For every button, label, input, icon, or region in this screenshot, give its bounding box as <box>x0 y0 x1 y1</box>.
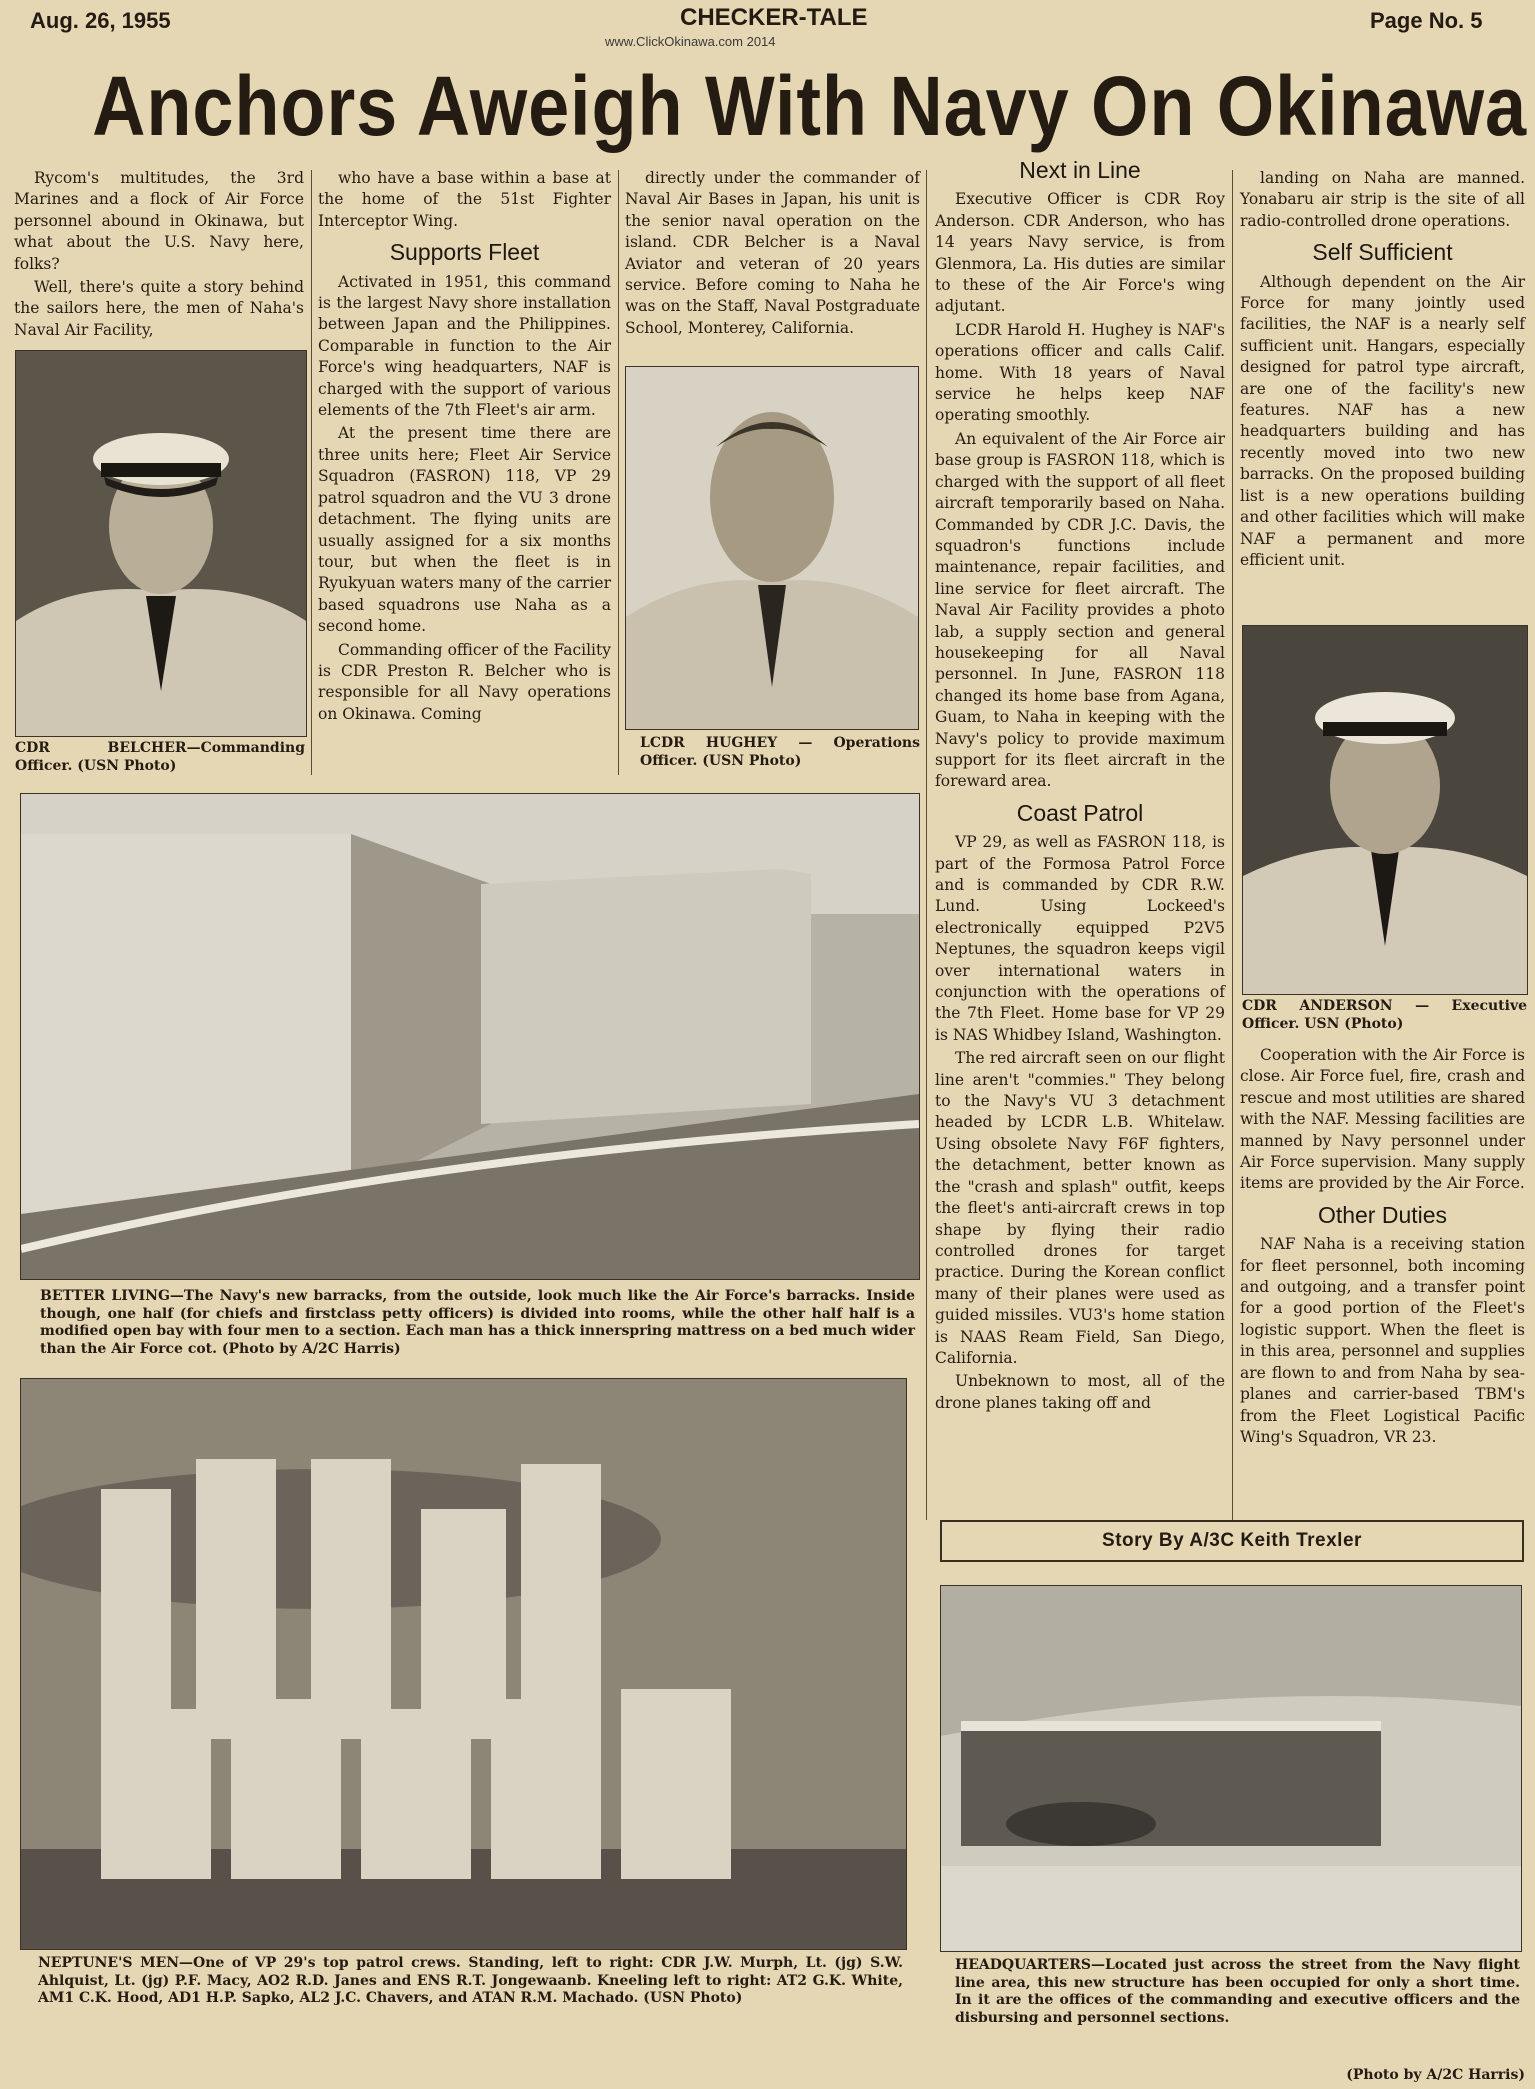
paragraph: At the present time there are three units here; Fleet Air Service Squadron (FASRON) 118, VP 29 patrol squadron and the VU 3 drone detachment. The flying units are usually assigned for a six months tour, but when the fleet is in Ryukyuan waters many of the carrier based squadrons use Naha as a second home. <box>318 424 611 636</box>
portrait-caption: LCDR HUGHEY — Operations Officer. (USN Photo) <box>640 735 920 769</box>
paragraph: Although dependent on the Air Force for many jointly used facilities, the NAF is a nearly self sufficient unit. Hangars, especially designed for patrol type aircraft, are one of the facility's new features. NAF has a new headquarters building and has recently moved into two new barracks. On the proposed building list is a new operations building and other facilities which will make NAF a permanent and more efficient unit. <box>1240 272 1525 569</box>
column-3 <box>625 168 920 341</box>
paragraph: Cooperation with the Air Force is close. Air Force fuel, fire, crash and rescue and most utilities are shared with the NAF. Messing facilities are manned by Navy personnel under Air Force supervision. Many supply items are provided by the Air Force. <box>1240 1046 1525 1193</box>
subhead: Coast Patrol <box>1016 799 1144 826</box>
byline: Story By A/3C Keith Trexler <box>940 1520 1524 1562</box>
subhead: Supports Fleet <box>389 239 540 266</box>
column-rule <box>926 170 927 1520</box>
paragraph: Activated in 1951, this command is the largest Navy shore installation between Japan and the Philippines. Comparable in function to the Air Force's wing headquarters, NAF is charged with the support of various elements of the 7th Fleet's air arm. <box>318 272 611 420</box>
paragraph: LCDR Harold H. Hughey is NAF's operations officer and calls Calif. home. With 18 years of Naval service he helps keep NAF operating smoothly. <box>935 320 1225 425</box>
subhead: Other Duties <box>1317 1201 1448 1228</box>
portrait-belcher <box>15 350 307 737</box>
paragraph: landing on Naha are manned. Yonabaru air strip is the site of all radio-controlled drone operations. <box>1240 169 1525 230</box>
headquarters-photo-credit: (Photo by A/2C Harris) <box>1346 2067 1525 2083</box>
column-5-continued <box>1240 1045 1525 1450</box>
issue-date: Aug. 26, 1955 <box>30 8 171 33</box>
paragraph: The red aircraft seen on our flight line aren't "commies." They belong to the Navy's VU 3 detachment headed by LCDR L.B. Whitelaw. Using obsolete Navy F6F fighters, the detachment, better known as the "crash and splash" outfit, keeps the fleet's anti-aircraft crews in top shape by flying their radio controlled drones for target practice. During the Korean conflict many of their planes were used as guided missiles. VU3's home station is NAAS Ream Field, San Diego, California. <box>935 1049 1225 1367</box>
crew-photo <box>20 1378 907 1950</box>
subhead: Next in Line <box>1019 157 1141 183</box>
portrait-caption: CDR BELCHER—Commanding Officer. (USN Photo) <box>15 740 305 774</box>
column-5 <box>1240 168 1525 573</box>
paragraph: Well, there's quite a story behind the sailors here, the men of Naha's Naval Air Facility, <box>14 278 304 339</box>
column-2 <box>318 168 611 727</box>
column-rule <box>311 170 312 775</box>
paragraph: Unbeknown to most, all of the drone planes taking off and <box>935 1372 1225 1412</box>
column-rule <box>618 170 619 775</box>
paragraph: Commanding officer of the Facility is CDR Preston R. Belcher who is responsible for all Navy operations on Okinawa. Coming <box>318 640 611 723</box>
column-rule <box>1232 170 1233 1520</box>
portrait-anderson <box>1242 625 1528 995</box>
paper-name: CHECKER-TALE <box>680 4 868 31</box>
paragraph: Rycom's multitudes, the 3rd Marines and a flock of Air Force personnel abound in Okinawa, but what about the U.S. Navy here, folks? <box>14 169 304 273</box>
paragraph: An equivalent of the Air Force air base group is FASRON 118, which is charged with the support of all fleet aircraft temporarily based on Naha. Commanded by CDR J.C. Davis, the squadron's functions include maintenance, repair facilities, and line service for fleet aircraft. The Naval Air Facility provides a photo lab, a supply section and general housekeeping for all Naval personnel. In June, FASRON 118 changed its home base from Agana, Guam, to Naha in keeping with the Navy's policy to provide maximum support for its fleet aircraft in the foreward area. <box>935 429 1225 791</box>
paragraph: directly under the commander of Naval Air Bases in Japan, his unit is the senior naval operation on the island. CDR Belcher is a Naval Aviator and veteran of 20 years service. Before coming to Naha he was on the Staff, Naval Postgraduate School, Monterey, California. <box>625 169 920 337</box>
headquarters-photo <box>940 1585 1522 1952</box>
watermark-text: www.ClickOkinawa.com 2014 <box>605 34 776 49</box>
barracks-photo <box>20 793 920 1280</box>
page-number: Page No. 5 <box>1370 8 1483 33</box>
paragraph: NAF Naha is a receiving station for fleet personnel, both incoming and outgoing, and a transfer point for a good portion of the Fleet's logistic support. When the fleet is in this area, personnel and supplies are flown to and from Naha by sea-planes and carrier-based TBM's from the Fleet Logistical Pacific Wing's Squadron, VR 23. <box>1240 1235 1525 1446</box>
column-4 <box>935 157 1225 1416</box>
paragraph: Executive Officer is CDR Roy Anderson. CDR Anderson, who has 14 years Navy service, is from Glenmora, La. His duties are similar to these of the Air Force's wing adjutant. <box>935 190 1225 316</box>
headline: Anchors Aweigh With Navy On Okinawa <box>92 59 1527 153</box>
barracks-caption: BETTER LIVING—The Navy's new barracks, from the outside, look much like the Air Force's barracks. Inside though, one half (for chiefs and firstclass petty officers) is divided into rooms, while the other half half is a modified open bay with four men to a section. Each man has a thick innerspring mattress on a bed much wider than the Air Force cot. (Photo by A/2C Harris) <box>40 1288 915 1357</box>
crew-caption: NEPTUNE'S MEN—One of VP 29's top patrol crews. Standing, left to right: CDR J.W. Murph, Lt. (jg) S.W. Ahlquist, Lt. (jg) P.F. Macy, AO2 R.D. Janes and ENS R.T. Jongewaanb. Kneeling left to right: AT2 G.K. White, AM1 C.K. Hood, AD1 H.P. Sapko, AL2 J.C. Chavers, and ATAN R.M. Machado. (USN Photo) <box>38 1955 903 2006</box>
paragraph: VP 29, as well as FASRON 118, is part of the Formosa Patrol Force and is commanded by CDR R.W. Lund. Using Lockeed's electronically equipped P2V5 Neptunes, the squadron keeps vigil over international waters in conjunction with the operations of the 7th Fleet. Home base for VP 29 is NAS Whidbey Island, Washington. <box>935 833 1225 1044</box>
portrait-caption: CDR ANDERSON — Executive Officer. USN (Photo) <box>1242 998 1527 1032</box>
subhead: Self Sufficient <box>1312 239 1453 266</box>
column-1 <box>14 168 304 343</box>
headquarters-caption: HEADQUARTERS—Located just across the street from the Navy flight line area, this new structure has been occupied for only a short time. In it are the offices of the commanding and executive officers and the disbursing and personnel sections. <box>955 1957 1520 2026</box>
paragraph: who have a base within a base at the home of the 51st Fighter Interceptor Wing. <box>318 169 611 230</box>
portrait-hughey <box>625 366 919 730</box>
